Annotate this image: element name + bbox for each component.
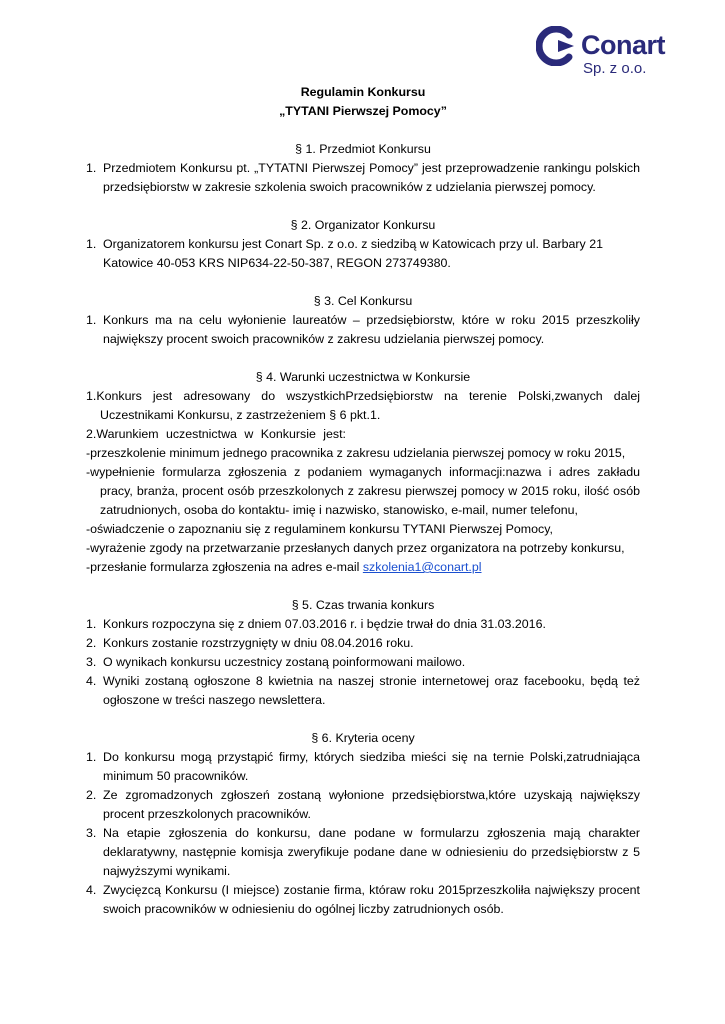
paragraph: 2.Warunkiem uczestnictwa w Konkursie jest: — [86, 427, 347, 441]
item-text: Na etapie zgłoszenia do konkursu, dane podane w formularzu zgłoszenia mają charakter deklaratywny, następnie komisja zweryfikuje podane dane w odniesieniu do przedsiębiorstw z 5 najwyższymi wynikami. — [103, 826, 640, 878]
document-title: Regulamin Konkursu — [300, 85, 426, 99]
item-text: Zwycięzcą Konkursu (I miejsce) zostanie firma, któraw roku 2015przeszkoliła największy procent swoich pracowników w odniesieniu do ogólnej liczby zatrudnionych osób. — [103, 883, 640, 916]
item-number: 4. — [86, 674, 97, 688]
paragraph: 1.Konkurs jest adresowany do wszystkichPrzedsiębiorstw na terenie Polski,zwanych dalej Uczestnikami Konkursu, z zastrzeżeniem § 6 pkt.1. — [86, 389, 640, 422]
logo-name: Conart — [581, 30, 665, 60]
list-item — [86, 653, 640, 672]
section-heading: § 5. Czas trwania konkurs — [291, 598, 435, 612]
document-subtitle: „TYTANI Pierwszej Pomocy” — [279, 104, 447, 118]
item-number: 3. — [86, 826, 97, 840]
list-item — [86, 634, 640, 653]
section-heading: § 2. Organizator Konkursu — [290, 218, 436, 232]
company-logo — [536, 26, 668, 80]
section-heading: § 3. Cel Konkursu — [313, 294, 413, 308]
item-number: 1. — [86, 617, 97, 631]
list-item — [86, 786, 640, 824]
item-text: Konkurs rozpoczyna się z dniem 07.03.2016 r. i będzie trwał do dnia 31.03.2016. — [103, 617, 546, 631]
bullet-text: -przesłanie formularza zgłoszenia na adres e-mail — [86, 560, 363, 574]
item-number: 2. — [86, 636, 97, 650]
bullet-item: -wyrażenie zgody na przetwarzanie przesłanych danych przez organizatora na potrzeby konkursu, — [86, 541, 625, 555]
list-item — [86, 159, 640, 197]
item-text: Wyniki zostaną ogłoszone 8 kwietnia na naszej stronie internetowej oraz facebooku, będą też ogłoszone w treści naszego newslettera. — [103, 674, 640, 707]
logo-subtitle: Sp. z o.o. — [583, 60, 647, 77]
list-item — [86, 881, 640, 919]
item-text: Konkurs ma na celu wyłonienie laureatów – przedsiębiorstw, które w roku 2015 przeszkoliły największy procent swoich pracowników z zakresu udzielania pierwszej pomocy. — [103, 313, 640, 346]
list-item — [86, 748, 640, 786]
item-number: 3. — [86, 655, 97, 669]
list-item — [86, 615, 640, 634]
section-heading: § 6. Kryteria oceny — [311, 731, 415, 745]
item-number: 1. — [86, 750, 97, 764]
item-number: 1. — [86, 237, 97, 251]
item-text: O wynikach konkursu uczestnicy zostaną poinformowani mailowo. — [103, 655, 466, 669]
item-text: Konkurs zostanie rozstrzygnięty w dniu 08.04.2016 roku. — [103, 636, 414, 650]
list-item — [86, 672, 640, 710]
item-number: 1. — [86, 161, 97, 175]
list-item — [86, 235, 640, 273]
item-text: Do konkursu mogą przystąpić firmy, których siedziba mieści się na ternie Polski,zatrudniająca minimum 50 pracowników. — [103, 750, 640, 783]
bullet-item — [86, 558, 640, 577]
item-text: Przedmiotem Konkursu pt. „TYTATNI Pierwszej Pomocy” jest przeprowadzenie rankingu polskich przedsiębiorstw w zakresie szkolenia swoich pracowników z udzielania pierwszej pomocy. — [103, 161, 640, 194]
email-link[interactable]: szkolenia1@conart.pl — [362, 560, 482, 574]
list-item — [86, 824, 640, 881]
section-heading: § 1. Przedmiot Konkursu — [295, 142, 431, 156]
item-text: Organizatorem konkursu jest Conart Sp. z o.o. z siedzibą w Katowicach przy ul. Barbary 21 Katowice 40-053 KRS NIP634-22-50-387, REGON 273749380. — [103, 237, 603, 270]
item-text: Ze zgromadzonych zgłoszeń zostaną wyłonione przedsiębiorstwa,które uzyskają największy procent przeszkolonych pracowników. — [103, 788, 640, 821]
section-heading: § 4. Warunki uczestnictwa w Konkursie — [255, 370, 471, 384]
bullet-item: -przeszkolenie minimum jednego pracownika z zakresu udzielania pierwszej pomocy w roku 2015, — [86, 446, 626, 460]
document-body — [86, 83, 640, 919]
item-number: 4. — [86, 883, 97, 897]
list-item — [86, 311, 640, 349]
conart-logo-icon — [536, 26, 576, 66]
item-number: 1. — [86, 313, 97, 327]
item-number: 2. — [86, 788, 97, 802]
bullet-item: -oświadczenie o zapoznaniu się z regulaminem konkursu TYTANI Pierwszej Pomocy, — [86, 522, 553, 536]
bullet-item: -wypełnienie formularza zgłoszenia z podaniem wymaganych informacji:nazwa i adres zakładu pracy, branża, procent osób przeszkolonych z zakresu pierwszej pomocy w 2015 roku, ilość osób zatrudnionych, osoba do kontaktu- imię i nazwisko, stanowisko, e-mail, numer telefonu, — [86, 465, 640, 517]
